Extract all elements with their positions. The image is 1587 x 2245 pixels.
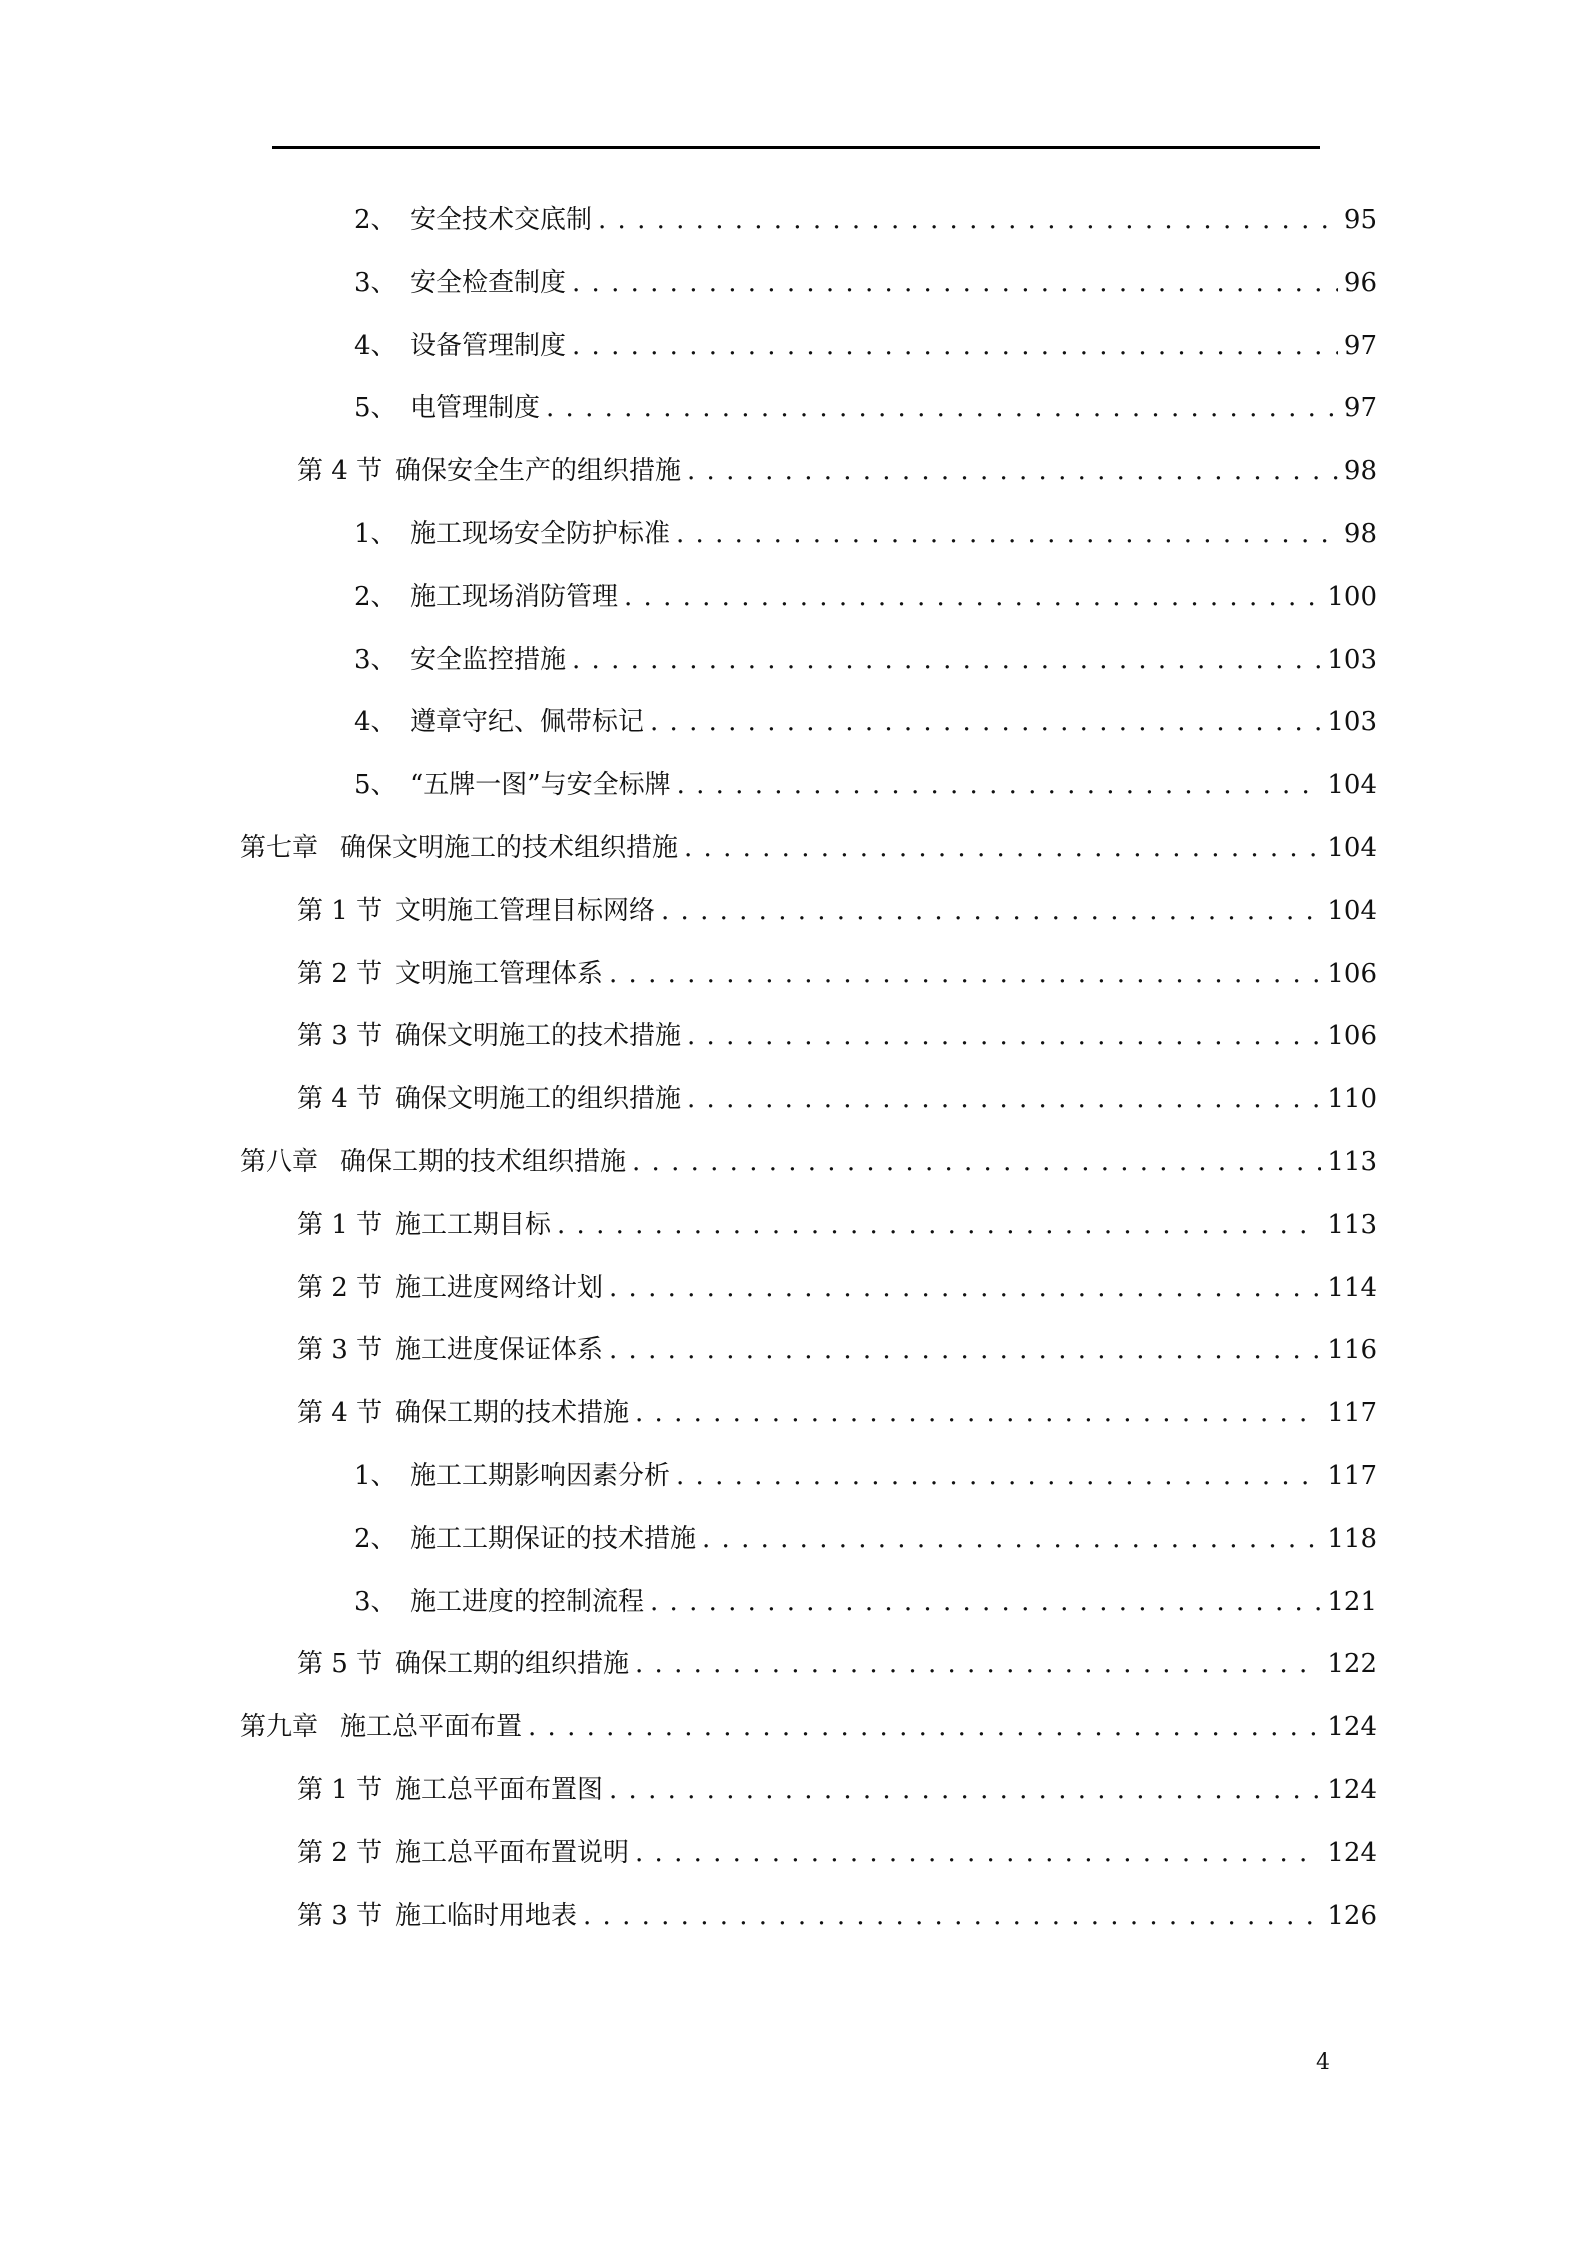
- toc-dot-leader: [598, 200, 1338, 240]
- toc-entry-number: 4、: [354, 707, 397, 738]
- toc-dot-leader: [676, 514, 1338, 554]
- toc-entry[interactable]: [354, 1519, 1377, 1559]
- toc-entry-title: 确保文明施工的技术措施: [395, 1021, 682, 1052]
- toc-dot-leader: [702, 1519, 1321, 1559]
- toc-entry-page: 95: [1343, 205, 1377, 235]
- toc-dot-leader: [687, 1079, 1321, 1119]
- toc-entry-number: 3、: [354, 267, 397, 298]
- toc-entry-title: 施工现场消防管理: [410, 581, 619, 612]
- toc-dot-leader: [572, 263, 1338, 303]
- toc-dot-leader: [635, 1833, 1321, 1873]
- page-number: 4: [1316, 2050, 1330, 2075]
- toc-dot-leader: [609, 1330, 1321, 1370]
- toc-dot-leader: [557, 1205, 1321, 1245]
- toc-entry-page: 113: [1327, 1147, 1377, 1177]
- toc-entry[interactable]: [297, 1644, 1377, 1684]
- toc-dot-leader: [661, 891, 1321, 931]
- toc-entry-title: “五牌一图”与安全标牌: [410, 770, 671, 801]
- toc-dot-leader: [684, 828, 1321, 868]
- toc-entry-page: 106: [1327, 958, 1377, 989]
- toc-dot-leader: [528, 1707, 1321, 1747]
- toc-entry-title: 安全监控措施: [410, 644, 567, 675]
- toc-entry-number: 1、: [354, 519, 397, 549]
- toc-entry-number: 4、: [354, 330, 397, 361]
- toc-entry-page: 97: [1343, 330, 1377, 361]
- toc-entry-page: 114: [1327, 1272, 1377, 1303]
- header-rule: [272, 146, 1320, 149]
- toc-dot-leader: [583, 1896, 1321, 1936]
- toc-entry-page: 113: [1327, 1209, 1377, 1240]
- toc-entry[interactable]: [297, 1079, 1377, 1119]
- toc-entry-page: 98: [1343, 456, 1377, 487]
- toc-entry[interactable]: [297, 1393, 1377, 1433]
- toc-entry-page: 124: [1327, 1775, 1377, 1805]
- toc-entry[interactable]: [354, 702, 1377, 742]
- toc-entry[interactable]: [240, 1142, 1377, 1182]
- toc-entry[interactable]: [297, 1833, 1377, 1873]
- toc-entry[interactable]: [297, 954, 1377, 994]
- toc-entry-number: 第 4 节: [297, 1398, 383, 1429]
- toc-entry-page: 103: [1327, 644, 1377, 675]
- toc-entry[interactable]: [354, 577, 1377, 617]
- toc-entry-page: 118: [1327, 1523, 1377, 1554]
- toc-entry[interactable]: [297, 1330, 1377, 1370]
- toc-entry[interactable]: [354, 640, 1377, 680]
- toc-entry-page: 106: [1327, 1021, 1377, 1052]
- toc-entry-page: 116: [1327, 1335, 1377, 1366]
- toc-entry-page: 117: [1327, 1398, 1377, 1429]
- toc-entry-number: 第七章: [240, 833, 319, 863]
- toc-entry-number: 第 5 节: [297, 1649, 383, 1680]
- toc-entry-title: 确保安全生产的组织措施: [395, 456, 682, 487]
- toc-entry-page: 97: [1343, 393, 1377, 424]
- toc-entry-number: 第 1 节: [297, 1209, 383, 1240]
- toc-dot-leader: [632, 1142, 1321, 1182]
- toc-entry-page: 117: [1327, 1461, 1377, 1491]
- toc-entry[interactable]: [297, 1016, 1377, 1056]
- toc-entry-page: 126: [1327, 1900, 1377, 1931]
- toc-entry-title: 施工临时用地表: [395, 1900, 578, 1931]
- toc-entry[interactable]: [297, 451, 1377, 491]
- toc-entry-number: 第 1 节: [297, 1775, 383, 1805]
- toc-entry-number: 第 3 节: [297, 1021, 383, 1052]
- toc-entry-title: 施工工期影响因素分析: [410, 1461, 671, 1491]
- toc-entry-title: 文明施工管理体系: [395, 958, 604, 989]
- toc-entry-number: 第八章: [240, 1147, 319, 1177]
- toc-entry-title: 确保工期的组织措施: [395, 1649, 630, 1680]
- toc-entry-page: 121: [1327, 1586, 1377, 1617]
- toc-entry-number: 2、: [354, 581, 397, 612]
- toc-entry-number: 第 3 节: [297, 1335, 383, 1366]
- toc-entry[interactable]: [354, 1456, 1377, 1496]
- toc-dot-leader: [687, 451, 1338, 491]
- toc-entry-page: 110: [1327, 1084, 1377, 1115]
- toc-entry-number: 第 3 节: [297, 1900, 383, 1931]
- toc-entry-title: 确保文明施工的组织措施: [395, 1084, 682, 1115]
- toc-dot-leader: [650, 1582, 1321, 1622]
- toc-entry-page: 104: [1327, 833, 1377, 863]
- toc-entry-page: 122: [1327, 1649, 1377, 1680]
- toc-entry-number: 5、: [354, 393, 397, 424]
- toc-entry[interactable]: [297, 1205, 1377, 1245]
- toc-entry[interactable]: [297, 891, 1377, 931]
- toc-entry-title: 施工工期目标: [395, 1209, 552, 1240]
- toc-entry-number: 第九章: [240, 1712, 319, 1743]
- toc-entry-page: 96: [1343, 267, 1377, 298]
- toc-entry-title: 遵章守纪、佩带标记: [410, 707, 645, 738]
- toc-entry[interactable]: [354, 200, 1377, 240]
- toc-dot-leader: [609, 1268, 1321, 1308]
- toc-entry-title: 施工进度保证体系: [395, 1335, 604, 1366]
- toc-entry-title: 安全技术交底制: [410, 205, 593, 235]
- toc-dot-leader: [650, 702, 1321, 742]
- toc-entry-page: 124: [1327, 1837, 1377, 1868]
- toc-entry-page: 124: [1327, 1712, 1377, 1743]
- toc-dot-leader: [546, 388, 1338, 428]
- toc-entry-title: 施工工期保证的技术措施: [410, 1523, 697, 1554]
- toc-entry[interactable]: [354, 1582, 1377, 1622]
- toc-entry[interactable]: [297, 1896, 1377, 1936]
- toc-entry[interactable]: [240, 828, 1377, 868]
- toc-entry[interactable]: [297, 1770, 1377, 1810]
- toc-dot-leader: [572, 640, 1321, 680]
- toc-dot-leader: [624, 577, 1321, 617]
- toc-dot-leader: [635, 1393, 1321, 1433]
- toc-dot-leader: [677, 765, 1322, 805]
- toc-entry-title: 电管理制度: [410, 393, 541, 424]
- toc-entry-page: 104: [1327, 770, 1377, 801]
- toc-dot-leader: [687, 1016, 1321, 1056]
- toc-entry-number: 5、: [354, 770, 397, 801]
- toc-dot-leader: [676, 1456, 1321, 1496]
- toc-entry-title: 设备管理制度: [410, 330, 567, 361]
- toc-entry-number: 第 2 节: [297, 1837, 383, 1868]
- toc-dot-leader: [609, 1770, 1321, 1810]
- toc-entry-title: 文明施工管理目标网络: [395, 895, 656, 926]
- toc-entry[interactable]: [297, 1268, 1377, 1308]
- toc-entry-title: 施工总平面布置: [340, 1712, 523, 1743]
- toc-entry-page: 98: [1343, 519, 1377, 549]
- toc-entry-title: 施工现场安全防护标准: [410, 519, 671, 549]
- toc-entry-number: 2、: [354, 205, 397, 235]
- toc-entry-page: 100: [1327, 581, 1377, 612]
- toc-entry-title: 安全检查制度: [410, 267, 567, 298]
- toc-entry-number: 第 1 节: [297, 895, 383, 926]
- toc-entry-page: 103: [1327, 707, 1377, 738]
- toc-entry-title: 确保工期的技术措施: [395, 1398, 630, 1429]
- toc-entry-number: 第 2 节: [297, 1272, 383, 1303]
- toc-entry-title: 确保工期的技术组织措施: [340, 1147, 627, 1177]
- toc-entry-title: 施工进度的控制流程: [410, 1586, 645, 1617]
- toc-entry-number: 2、: [354, 1523, 397, 1554]
- toc-dot-leader: [609, 954, 1321, 994]
- toc-dot-leader: [572, 326, 1338, 366]
- toc-entry-page: 104: [1327, 895, 1377, 926]
- toc-entry[interactable]: [354, 765, 1377, 805]
- toc-entry[interactable]: [240, 1707, 1377, 1747]
- toc-entry-number: 1、: [354, 1461, 397, 1491]
- toc-entry-title: 确保文明施工的技术组织措施: [340, 833, 679, 863]
- toc-entry-title: 施工总平面布置说明: [395, 1837, 630, 1868]
- toc-entry-title: 施工总平面布置图: [395, 1775, 604, 1805]
- toc-entry[interactable]: [354, 263, 1377, 303]
- toc-dot-leader: [635, 1644, 1321, 1684]
- toc-entry-number: 3、: [354, 644, 397, 675]
- toc-entry[interactable]: [354, 326, 1377, 366]
- toc-entry-title: 施工进度网络计划: [395, 1272, 604, 1303]
- toc-entry[interactable]: [354, 514, 1377, 554]
- toc-entry-number: 第 4 节: [297, 456, 383, 487]
- toc-entry-number: 第 4 节: [297, 1084, 383, 1115]
- toc-entry-number: 第 2 节: [297, 958, 383, 989]
- toc-entry-number: 3、: [354, 1586, 397, 1617]
- toc-entry[interactable]: [354, 388, 1377, 428]
